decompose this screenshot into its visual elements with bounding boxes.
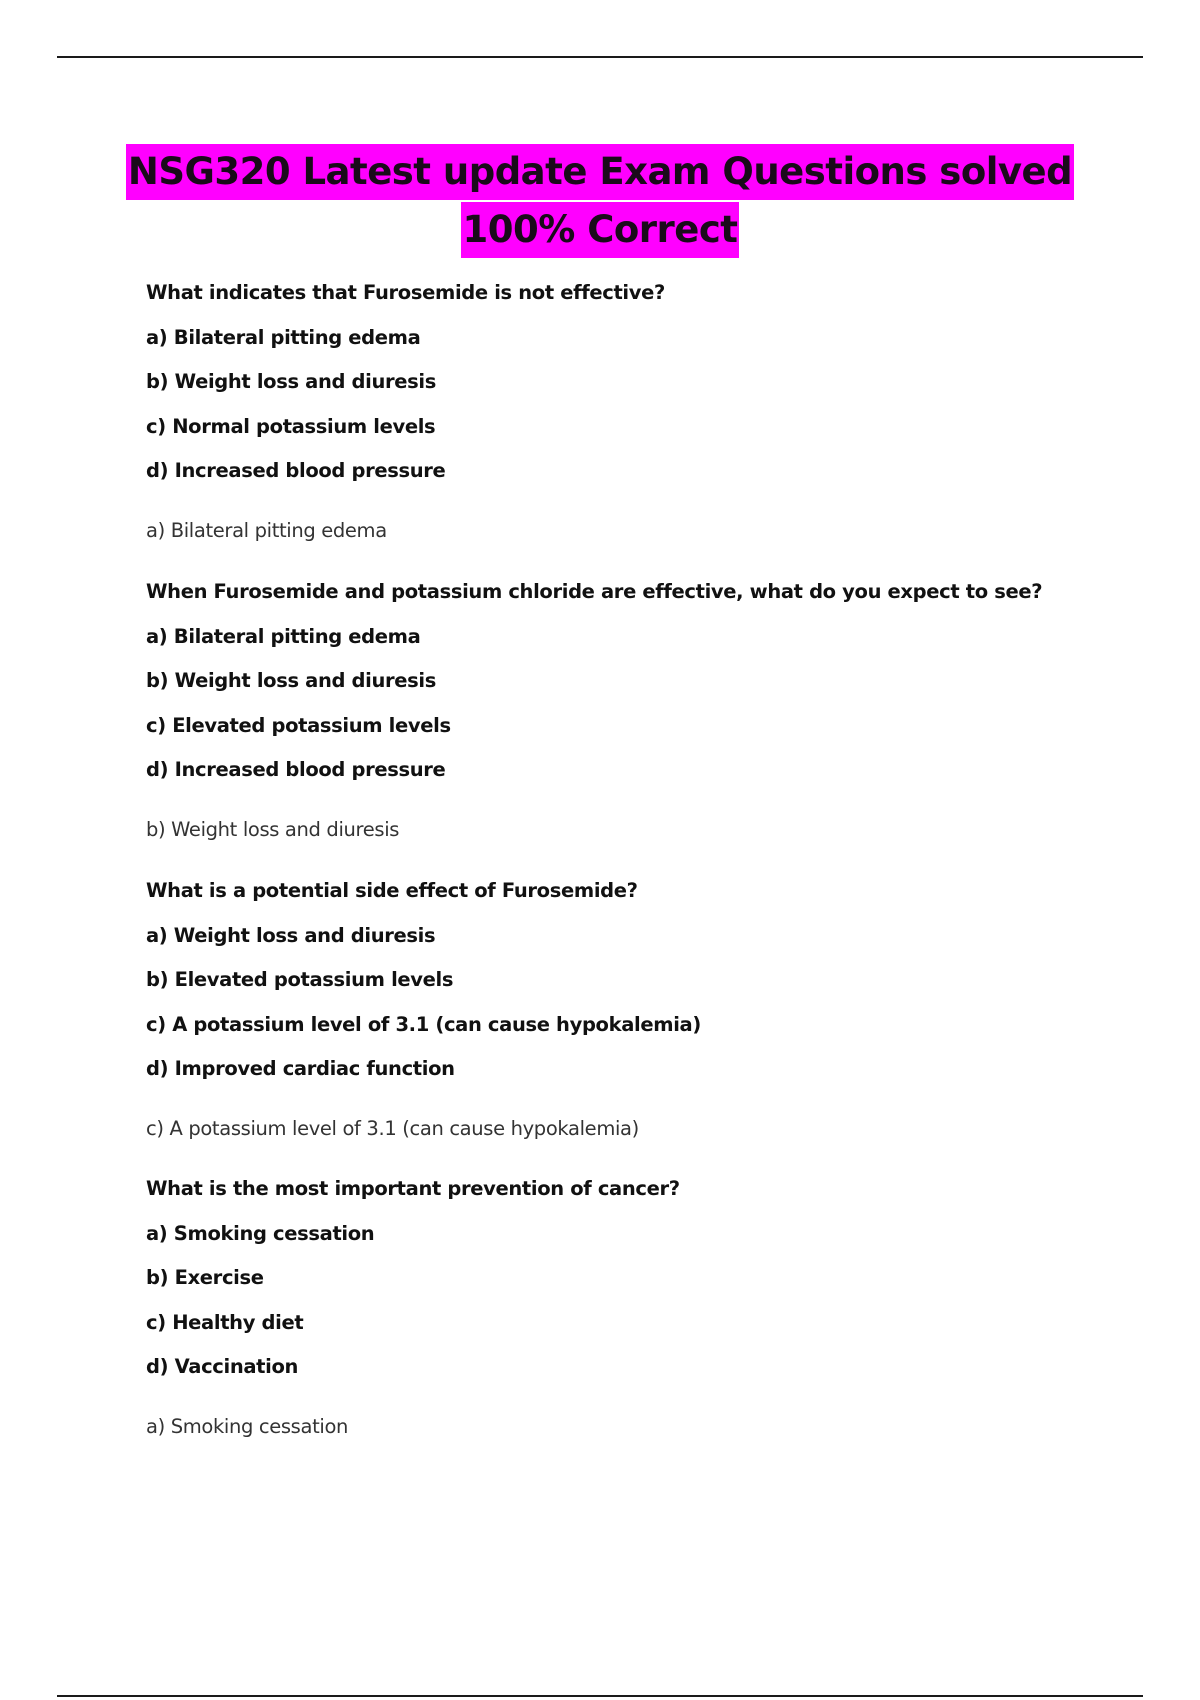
question-text: What is the most important prevention of cancer? xyxy=(146,1177,680,1200)
option-b: b) Weight loss and diuresis xyxy=(146,370,437,393)
option-d: d) Increased blood pressure xyxy=(146,758,446,781)
option-b: b) Weight loss and diuresis xyxy=(146,669,437,692)
option-a: a) Weight loss and diuresis xyxy=(146,923,436,947)
option-c: c) Healthy diet xyxy=(146,1310,304,1334)
answer-text: a) Smoking cessation xyxy=(146,1414,349,1438)
question-block-1 xyxy=(146,280,1146,544)
option-c: c) Elevated potassium levels xyxy=(146,713,451,737)
option-b: b) Exercise xyxy=(146,1266,264,1289)
option-b: b) Elevated potassium levels xyxy=(146,968,454,991)
top-rule xyxy=(57,56,1143,58)
answer-text: c) A potassium level of 3.1 (can cause hypokalemia) xyxy=(146,1116,639,1140)
question-block-3 xyxy=(146,878,1146,1142)
question-block-4 xyxy=(146,1176,1146,1440)
option-a: a) Bilateral pitting edema xyxy=(146,325,421,349)
option-d: d) Vaccination xyxy=(146,1355,299,1378)
question-block-2 xyxy=(146,579,1146,843)
document-title xyxy=(0,144,1200,260)
option-d: d) Improved cardiac function xyxy=(146,1057,455,1080)
option-c: c) A potassium level of 3.1 (can cause hypokalemia) xyxy=(146,1012,701,1036)
question-text: When Furosemide and potassium chloride are effective, what do you expect to see? xyxy=(146,580,1043,603)
option-d: d) Increased blood pressure xyxy=(146,459,446,482)
option-a: a) Bilateral pitting edema xyxy=(146,624,421,648)
question-text: What indicates that Furosemide is not effective? xyxy=(146,281,665,304)
answer-text: a) Bilateral pitting edema xyxy=(146,518,387,542)
option-c: c) Normal potassium levels xyxy=(146,414,436,438)
title-line-2: 100% Correct xyxy=(461,202,740,258)
option-a: a) Smoking cessation xyxy=(146,1221,375,1245)
question-text: What is a potential side effect of Furosemide? xyxy=(146,879,638,902)
bottom-rule xyxy=(57,1695,1143,1697)
title-line-1: NSG320 Latest update Exam Questions solved xyxy=(126,144,1074,200)
answer-text: b) Weight loss and diuresis xyxy=(146,817,400,841)
